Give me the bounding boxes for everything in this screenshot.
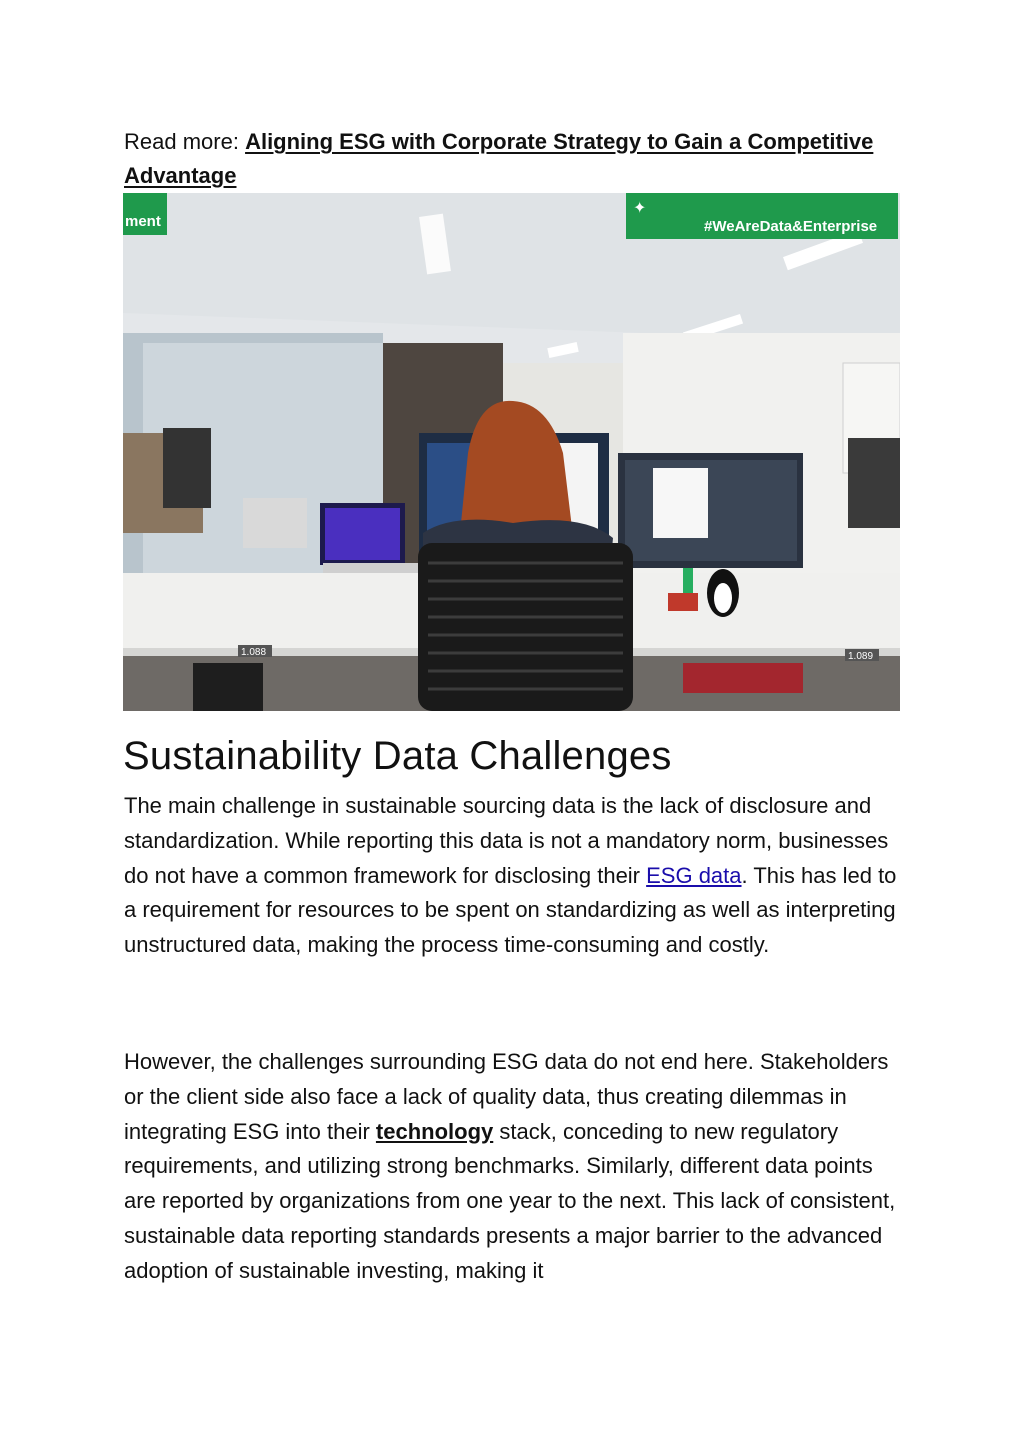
read-more-prefix: Read more: bbox=[124, 129, 246, 154]
esg-data-link[interactable]: ESG data bbox=[646, 862, 742, 888]
office-photo-illustration bbox=[123, 193, 900, 711]
paragraph-1-text-a: The main challenge in sustainable sourcing data is the lack of disclosure and standardization. While reporting this data is not a mandatory norm, businesses do not have a common framework for disclosing their bbox=[124, 793, 889, 888]
paragraph-2-text-a: However, the challenges surrounding ESG data do not end here. Stakeholders or the client side also face a lack of quality data, thus creating dilemmas in integrating ESG into their bbox=[124, 1049, 889, 1144]
sign-right-text: #WeAreData&Enterprise bbox=[704, 218, 878, 235]
sign-left-text: ment bbox=[125, 213, 161, 230]
paragraph-2 bbox=[124, 1045, 904, 1289]
desk-label-right: 1.089 bbox=[848, 651, 874, 662]
office-photo bbox=[123, 193, 900, 711]
paragraph-1-text-b: . This has led to a requirement for resources to be spent on standardizing as well as interpreting unstructured data, making the process time-consuming and costly. bbox=[124, 862, 897, 958]
twitter-bird-icon: ✦ bbox=[633, 198, 647, 217]
section-heading: Sustainability Data Challenges bbox=[123, 734, 672, 778]
technology-link[interactable]: technology bbox=[375, 1118, 494, 1144]
desk-label-left: 1.088 bbox=[241, 647, 267, 658]
read-more-line bbox=[124, 125, 904, 193]
paragraph-1 bbox=[124, 789, 904, 963]
paragraph-2-text-b: stack, conceding to new regulatory requirements, and utilizing strong benchmarks. Similarly, different data points are reported by organizations from one year to the next. This lack of consistent, sustainable data reporting standards presents a major barrier to the advanced adoption of sustainable investing, making it bbox=[124, 1118, 896, 1283]
read-more-link[interactable]: Aligning ESG with Corporate Strategy to Gain a Competitive Advantage bbox=[124, 129, 874, 188]
